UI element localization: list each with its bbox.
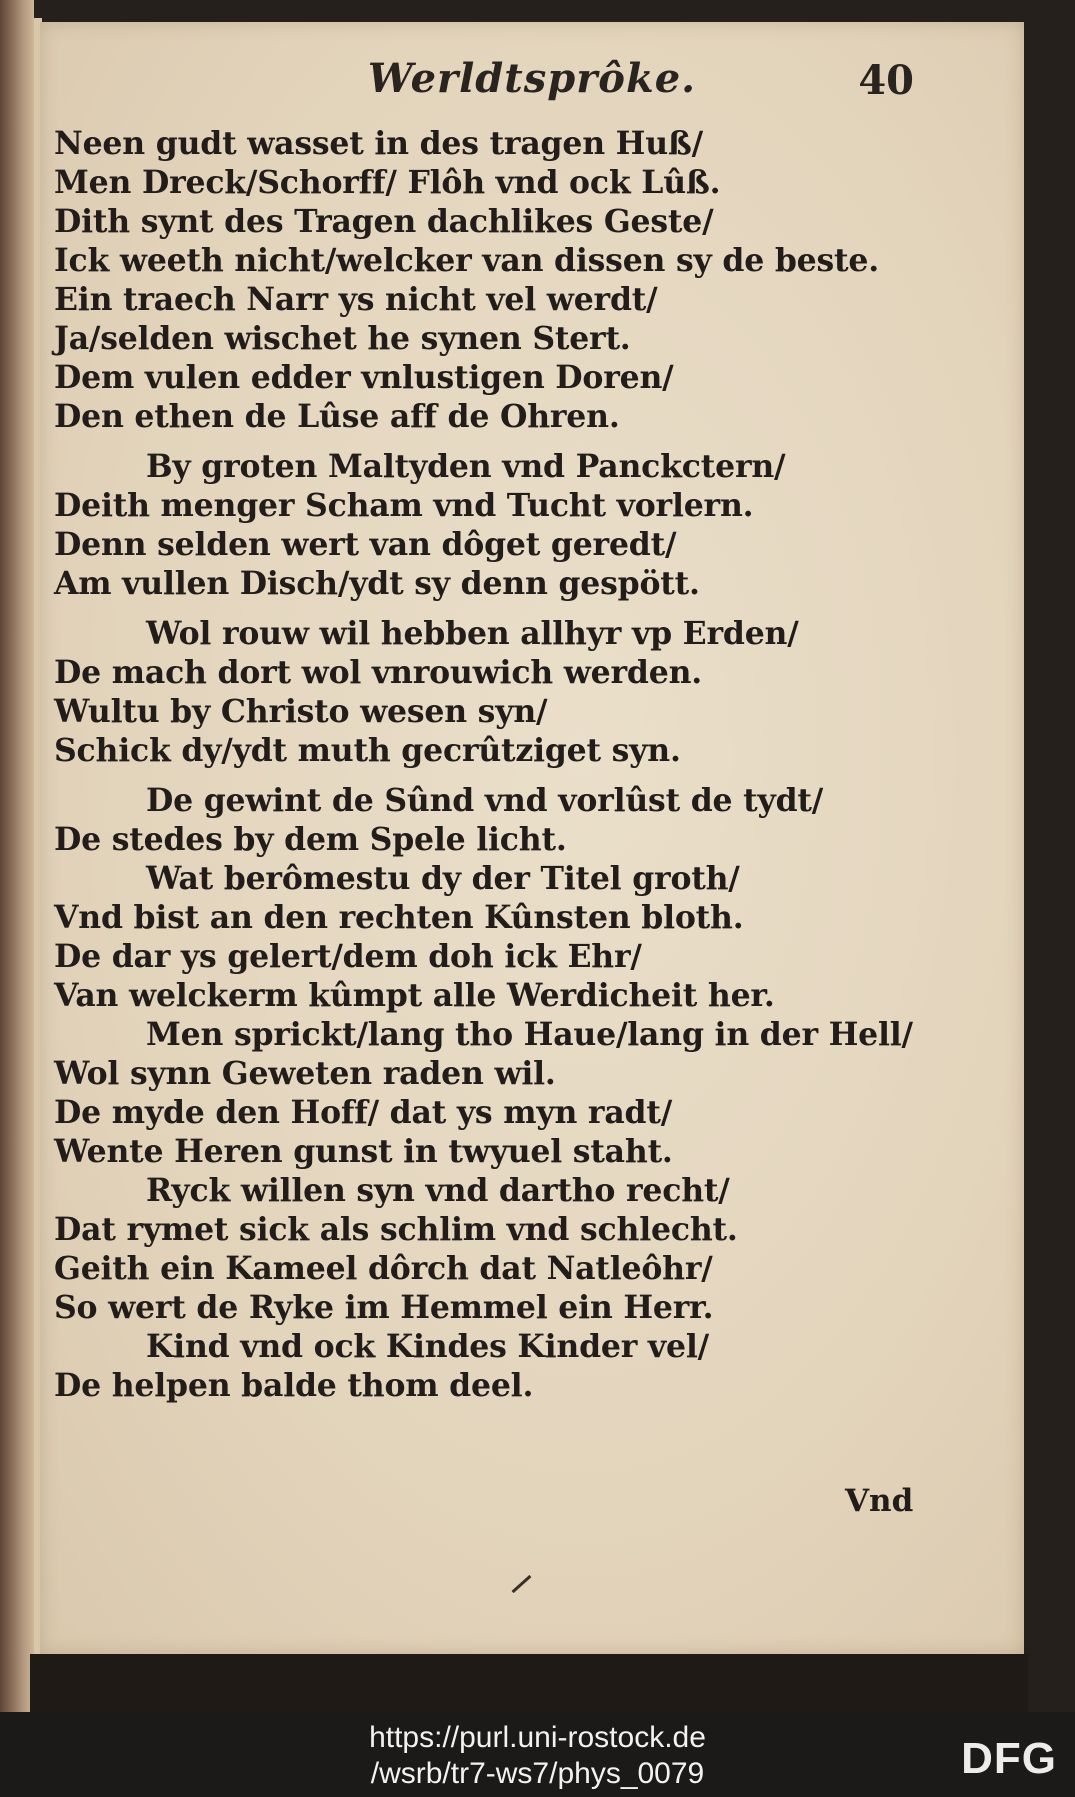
verse-line: Men sprickt/lang tho Haue/lang in der Hell/ (146, 1016, 913, 1053)
url-line: /wsrb/tr7-ws7/phys_0079 (370, 1757, 705, 1790)
verse-line: Deith menger Scham vnd Tucht vorlern. (54, 487, 754, 524)
verse-line: Kind vnd ock Kindes Kinder vel/ (146, 1328, 709, 1365)
verse-line: Geith ein Kameel dôrch dat Natleôhr/ (54, 1250, 713, 1287)
persistent-url[interactable] (0, 1720, 1075, 1792)
verse-line: Vnd bist an den rechten Kûnsten bloth. (54, 899, 744, 936)
catchword: Vnd (845, 1483, 914, 1519)
url-line: https://purl.uni-rostock.de (369, 1721, 706, 1754)
verse-line: De stedes by dem Spele licht. (54, 821, 567, 858)
verse-line: Wat berômestu dy der Titel groth/ (146, 860, 740, 897)
running-title: Werldtsprôke. (367, 55, 697, 102)
verse-line: Men Dreck/Schorff/ Flôh vnd ock Lûß. (54, 164, 721, 201)
verse-line: Wol rouw wil hebben allhyr vp Erden/ (146, 615, 799, 652)
verse-line: Van welckerm kûmpt alle Werdicheit her. (54, 977, 775, 1014)
verse-line: Wultu by Christo wesen syn/ (54, 693, 548, 730)
verse-line: Denn selden wert van dôget geredt/ (54, 526, 677, 563)
verse-line: Ick weeth nicht/welcker van dissen sy de beste. (54, 242, 880, 279)
verse-text (54, 124, 954, 1405)
dfg-logo: DFG (961, 1734, 1057, 1783)
verse-line: Wol synn Geweten raden wil. (54, 1055, 556, 1092)
verse-line: De mach dort wol vnrouwich werden. (54, 654, 703, 691)
verse-line: Ein traech Narr ys nicht vel werdt/ (54, 281, 658, 318)
verse-line: Ja/selden wischet he synen Stert. (54, 320, 631, 357)
verse-line: Dat rymet sick als schlim vnd schlecht. (54, 1211, 738, 1248)
verse-line: Den ethen de Lûse aff de Ohren. (54, 398, 620, 435)
footer-bar (0, 1712, 1075, 1797)
page-number: 40 (858, 57, 914, 104)
verse-line: So wert de Ryke im Hemmel ein Herr. (54, 1289, 714, 1326)
verse-line: De gewint de Sûnd vnd vorlûst de tydt/ (146, 782, 824, 819)
verse-line: Ryck willen syn vnd dartho recht/ (146, 1172, 730, 1209)
verse-line: Dith synt des Tragen dachlikes Geste/ (54, 203, 714, 240)
verse-line: Dem vulen edder vnlustigen Doren/ (54, 359, 674, 396)
book-spine (0, 0, 34, 1712)
page-shadow (30, 1654, 1028, 1712)
verse-line: Neen gudt wasset in des tragen Huß/ (54, 125, 703, 162)
verse-line: Wente Heren gunst in twyuel staht. (54, 1133, 673, 1170)
verse-line: De myde den Hoff/ dat ys myn radt/ (54, 1094, 673, 1131)
verse-line: Schick dy/ydt muth gecrûtziget syn. (54, 732, 681, 769)
verse-line: Am vullen Disch/ydt sy denn gespött. (54, 565, 700, 602)
verse-line: By groten Maltyden vnd Panckctern/ (146, 448, 786, 485)
page-header (40, 55, 1024, 125)
verse-line: De dar ys gelert/dem doh ick Ehr/ (54, 938, 642, 975)
verse-line: De helpen balde thom deel. (54, 1367, 534, 1404)
